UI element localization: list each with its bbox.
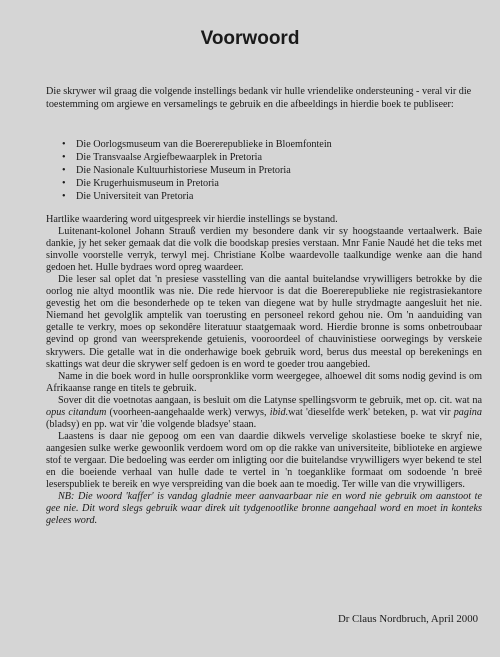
- institutions-list: [62, 138, 462, 203]
- body-text: [46, 214, 482, 527]
- intro-paragraph: Die skrywer wil graag die volgende instellings bedank vir hulle vriendelike ondersteuning - veral vir die toestemming om argiewe en versamelings te gebruik en die afbeeldings in hierdie boek te publiseer:: [46, 86, 472, 110]
- signature: Dr Claus Nordbruch, April 2000: [337, 613, 478, 625]
- list-item: • Die Krugerhuismuseum in Pretoria: [62, 177, 462, 190]
- thanks-paragraph: Hartlike waardering word uitgespreek vir hierdie instellings se bystand.: [46, 214, 338, 225]
- footnotes-text: (bladsy) en pp. wat vir 'die volgende bladsye' staan.: [46, 418, 257, 430]
- footnotes-text: Sover dit die voetnotas aangaan, is besluit om die Latynse spellingsvorm te gebruik, met op. cit. wat na: [58, 394, 482, 406]
- list-item: • Die Oorlogsmuseum van die Boererepublieke in Bloemfontein: [62, 138, 462, 151]
- latin-term: opus citandum: [46, 406, 107, 418]
- reader-note-paragraph: Die leser sal oplet dat 'n presiese vasstelling van die aantal buitelandse vrywilligers betrokke by die oorlog nie altyd moontlik was nie. Die rede hiervoor is dat die Boererepublieke nie registrasiekantore gevestig het om die besonderhede op te teken van diegene wat by hulle strydmagte aangesluit het nie. Niemand het gevolglik amptelik van toerusting en personeel rekord gehou nie. Om 'n aanduiding van getalle te verkry, moes op sekondêre literatuur staatgemaak word. Hierdie bronne is soms onbetroubaar gevind op grond van weersprekende getuienis, vooroordeel of chauvinistiese oorwegings by verskeie skrywers. Die getalle wat in die onderhawige boek gebruik word, berus dus meestal op berekenings en skattings wat deur die skrywer self gedoen is en word te goeder trou aangebied.: [46, 274, 482, 370]
- footnotes-text: (voorheen-aangehaalde werk) verwys,: [106, 406, 270, 418]
- purpose-paragraph: Laastens is daar nie gepoog om een van daardie dikwels vervelige skolastiese boeke te skryf nie, aangesien sulke werke gewoonlik verdoem word om op die rakke van universiteite, biblioteke en argiewe stof te vergaar. Die bedoeling was eerder om inligting oor die buitelandse vrywilligers wyer bekend te stel en die boeiende verhaal van hulle dade te vertel in 'n toeganklike formaat om sodoende 'n breë leserspubliek te bereik en wye verspreiding van die boek aan te moedig. Ter wille van die vrywilligers.: [46, 430, 482, 491]
- list-item: • Die Transvaalse Argiefbewaarplek in Pretoria: [62, 151, 462, 164]
- list-item: • Die Nasionale Kultuurhistoriese Museum in Pretoria: [62, 164, 462, 177]
- nb-note: NB: Die woord 'kaffer' is vandag gladnie meer aanvaarbaar nie en word nie gebruik om aanstoot te gee nie. Dit word slegs gebruik waar direk uit tydgenootlike bronne aangehaal word en moet in konteks gelees word.: [46, 491, 482, 527]
- footnotes-text: wat 'dieselfde werk' beteken, p. wat vir: [288, 406, 454, 418]
- translation-thanks-paragraph: Luitenant-kolonel Johann Strauß verdien my besondere dank vir sy hoogstaande vertaalwerk. Baie dankie, jy het seker gemaak dat die volk die boodskap presies verstaan. Mnr Fanie Naudé het die teks met sinvolle voorstelle verryk, terwyl mej. Christiane Kolbe waardevolle taalkundige wenke aan die hand gedoen het. Hulle bydraes word opreg waardeer.: [46, 226, 482, 274]
- latin-term: ibid.: [269, 406, 289, 418]
- latin-term: pagina: [453, 406, 482, 418]
- page-title: Voorwoord: [200, 28, 300, 49]
- names-paragraph: Name in die boek word in hulle oorspronklike vorm weergegee, alhoewel dit soms nodig gevind is om Afrikaanse range en titels te gebruik.: [46, 370, 482, 394]
- list-item: • Die Universiteit van Pretoria: [62, 190, 462, 203]
- footnotes-paragraph: [46, 395, 482, 431]
